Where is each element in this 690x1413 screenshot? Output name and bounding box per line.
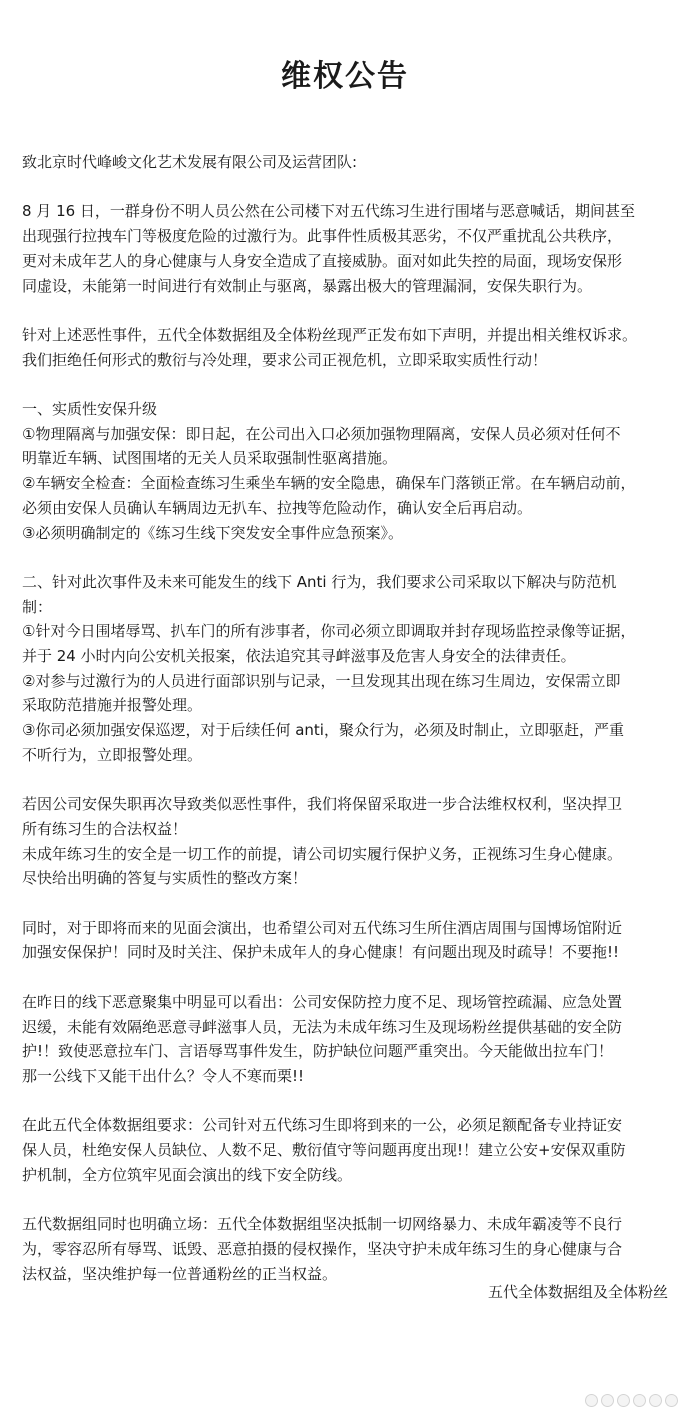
paragraph: [22, 1212, 668, 1286]
paragraph-line: 未成年练习生的安全是一切工作的前提，请公司切实履行保护义务，正视练习生身心健康。: [22, 844, 623, 863]
paragraph-line: 法权益，坚决维护每一位普通粉丝的正当权益。: [22, 1264, 338, 1283]
paragraph-line: 明靠近车辆、试图围堵的无关人员采取强制性驱离措施。: [22, 449, 398, 468]
paragraph-line: 同时，对于即将而来的见面会演出，也希望公司对五代练习生所住酒店周围与国博场馆附近: [22, 918, 623, 937]
paragraph-line: 护机制，全方位筑牢见面会演出的线下安全防线。: [22, 1165, 353, 1184]
paragraph-line: 更对未成年艺人的身心健康与人身安全造成了直接威胁。面对如此失控的局面，现场安保形: [22, 251, 623, 270]
paragraph-line: 所有练习生的合法权益！: [22, 819, 188, 838]
paragraph-line: 同虚设，未能第一时间进行有效制止与驱离，暴露出极大的管理漏洞，安保失职行为。: [22, 276, 593, 295]
paragraph-line: 在昨日的线下恶意聚集中明显可以看出：公司安保防控力度不足、现场管控疏漏、应急处置: [22, 992, 623, 1011]
paragraph: [22, 990, 668, 1089]
paragraph-line: ②车辆安全检查：全面检查练习生乘坐车辆的安全隐患，确保车门落锁正常。在车辆启动前，: [22, 474, 636, 493]
paragraph: [22, 397, 668, 545]
paragraph-line: 保人员，杜绝安保人员缺位、人数不足、敷衍值守等问题再度出现!！建立公安+安保双重防: [22, 1141, 626, 1159]
paragraph-line: 不听行为，立即报警处理。: [22, 745, 203, 764]
paragraph-line: 出现强行拉拽车门等极度危险的过激行为。此事件性质极其恶劣，不仅严重扰乱公共秩序，: [22, 227, 623, 246]
paragraph-line: 那一公线下又能干出什么？令人不寒而栗!!: [22, 1066, 305, 1085]
paragraph: [22, 1113, 668, 1187]
paragraph: [22, 916, 668, 965]
paragraph: [22, 150, 668, 175]
paragraph-line: 迟缓，未能有效隔绝恶意寻衅滋事人员，无法为未成年练习生及现场粉丝提供基础的安全防: [22, 1017, 623, 1036]
paragraph-line: 若因公司安保失职再次导致类似恶性事件，我们将保留采取进一步合法维权权利，坚决捍卫: [22, 795, 623, 814]
paragraph-line: ①物理隔离与加强安保：即日起，在公司出入口必须加强物理隔离，安保人员必须对任何不: [22, 424, 621, 443]
paragraph-line: 护!！致使恶意拉车门、言语辱骂事件发生，防护缺位问题严重突出。今天能做出拉车门！: [22, 1042, 614, 1061]
paragraph-line: 二、针对此次事件及未来可能发生的线下 Anti 行为，我们要求公司采取以下解决与防范机: [22, 572, 617, 591]
paragraph-line: 并于 24 小时内向公安机关报案，依法追究其寻衅滋事及危害人身安全的法律责任。: [22, 647, 576, 665]
document-signature: 五代全体数据组及全体粉丝: [487, 1283, 668, 1301]
paragraph-line: 一、实质性安保升级: [22, 399, 158, 418]
paragraph-line: 我们拒绝任何形式的敷衍与冷处理，要求公司正视危机，立即采取实质性行动！: [22, 350, 548, 369]
paragraph-line: ③你司必须加强安保巡逻，对于后续任何 anti，聚众行为，必须及时制止，立即驱赶，严重: [22, 721, 624, 740]
paragraph-line: 制：: [22, 597, 53, 616]
paragraph-line: 致北京时代峰峻文化艺术发展有限公司及运营团队:: [22, 153, 358, 171]
paragraph-line: 五代数据组同时也明确立场：五代全体数据组坚决抵制一切网络暴力、未成年霸凌等不良行: [22, 1215, 623, 1234]
paragraph-line: 为，零容忍所有辱骂、诋毁、恶意拍摄的侵权操作，坚决守护未成年练习生的身心健康与合: [22, 1239, 623, 1258]
paragraph: [22, 570, 668, 768]
document-body: [22, 150, 668, 1286]
paragraph-line: ①针对今日围堵辱骂、扒车门的所有涉事者，你司必须立即调取并封存现场监控录像等证据，: [22, 622, 636, 641]
paragraph-line: 针对上述恶性事件，五代全体数据组及全体粉丝现严正发布如下声明，并提出相关维权诉求。: [22, 325, 638, 344]
paragraph-line: 采取防范措施并报警处理。: [22, 696, 203, 715]
document-title: 维权公告: [281, 59, 409, 94]
watermark-dots-icon: [585, 1394, 678, 1407]
paragraph-line: 尽快给出明确的答复与实质性的整改方案！: [22, 869, 308, 888]
paragraph: [22, 792, 668, 891]
paragraph-line: 加强安保保护！同时及时关注、保护未成年人的身心健康！有问题出现及时疏导！不要拖!!: [22, 943, 620, 962]
paragraph-line: ③必须明确制定的《练习生线下突发安全事件应急预案》。: [22, 523, 403, 542]
paragraph-line: ②对参与过激行为的人员进行面部识别与记录，一旦发现其出现在练习生周边，安保需立即: [22, 671, 621, 690]
paragraph: [22, 199, 668, 298]
paragraph-line: 8 月 16 日，一群身份不明人员公然在公司楼下对五代练习生进行围堵与恶意喊话，期间甚至: [22, 202, 635, 221]
paragraph: [22, 323, 668, 372]
paragraph-line: 必须由安保人员确认车辆周边无扒车、拉拽等危险动作，确认安全后再启动。: [22, 498, 533, 517]
paragraph-line: 在此五代全体数据组要求：公司针对五代练习生即将到来的一公，必须足额配备专业持证安: [22, 1116, 623, 1135]
